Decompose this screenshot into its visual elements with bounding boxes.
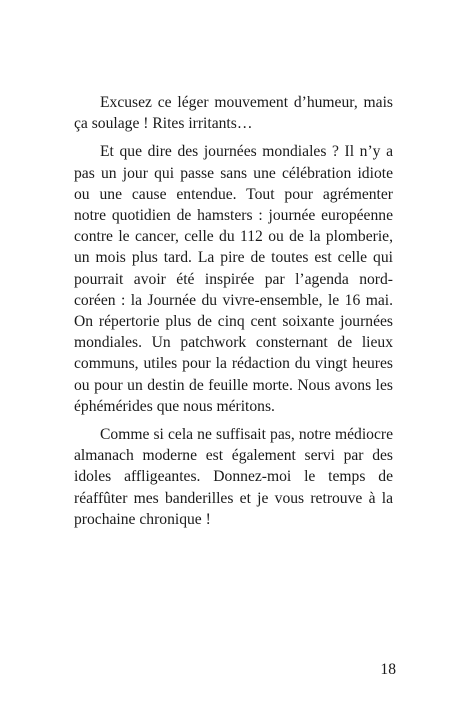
body-text bbox=[74, 92, 393, 537]
paragraph-3: Comme si cela ne suffisait pas, notre médiocre almanach moderne est également servi par des idoles affligeantes. Donnez-moi le temps de réaffûter mes banderilles et je vous retrouve à la prochaine chronique ! bbox=[74, 426, 393, 528]
page-number: 18 bbox=[380, 661, 396, 678]
paragraph-2: Et que dire des journées mondiales ? Il n’y a pas un jour qui passe sans une célébration idiote ou une cause entendue. Tout pour agrémenter notre quotidien de hamsters : journée européenne contre le cancer, celle du 112 ou de la plomberie, un mois plus tard. La pire de toutes est celle qui pourrait avoir été inspirée par l’agenda nord-coréen : la Journée du vivre-ensemble, le 16 mai. On répertorie plus de cinq cent soixante journées mondiales. Un patchwork consternant de lieux communs, utiles pour la rédaction du vingt heures ou pour un destin de feuille morte. Nous avons les éphémérides que nous méritons. bbox=[74, 143, 393, 415]
paragraph-1: Excusez ce léger mouvement d’humeur, mais ça soulage ! Rites irritants… bbox=[74, 94, 393, 133]
